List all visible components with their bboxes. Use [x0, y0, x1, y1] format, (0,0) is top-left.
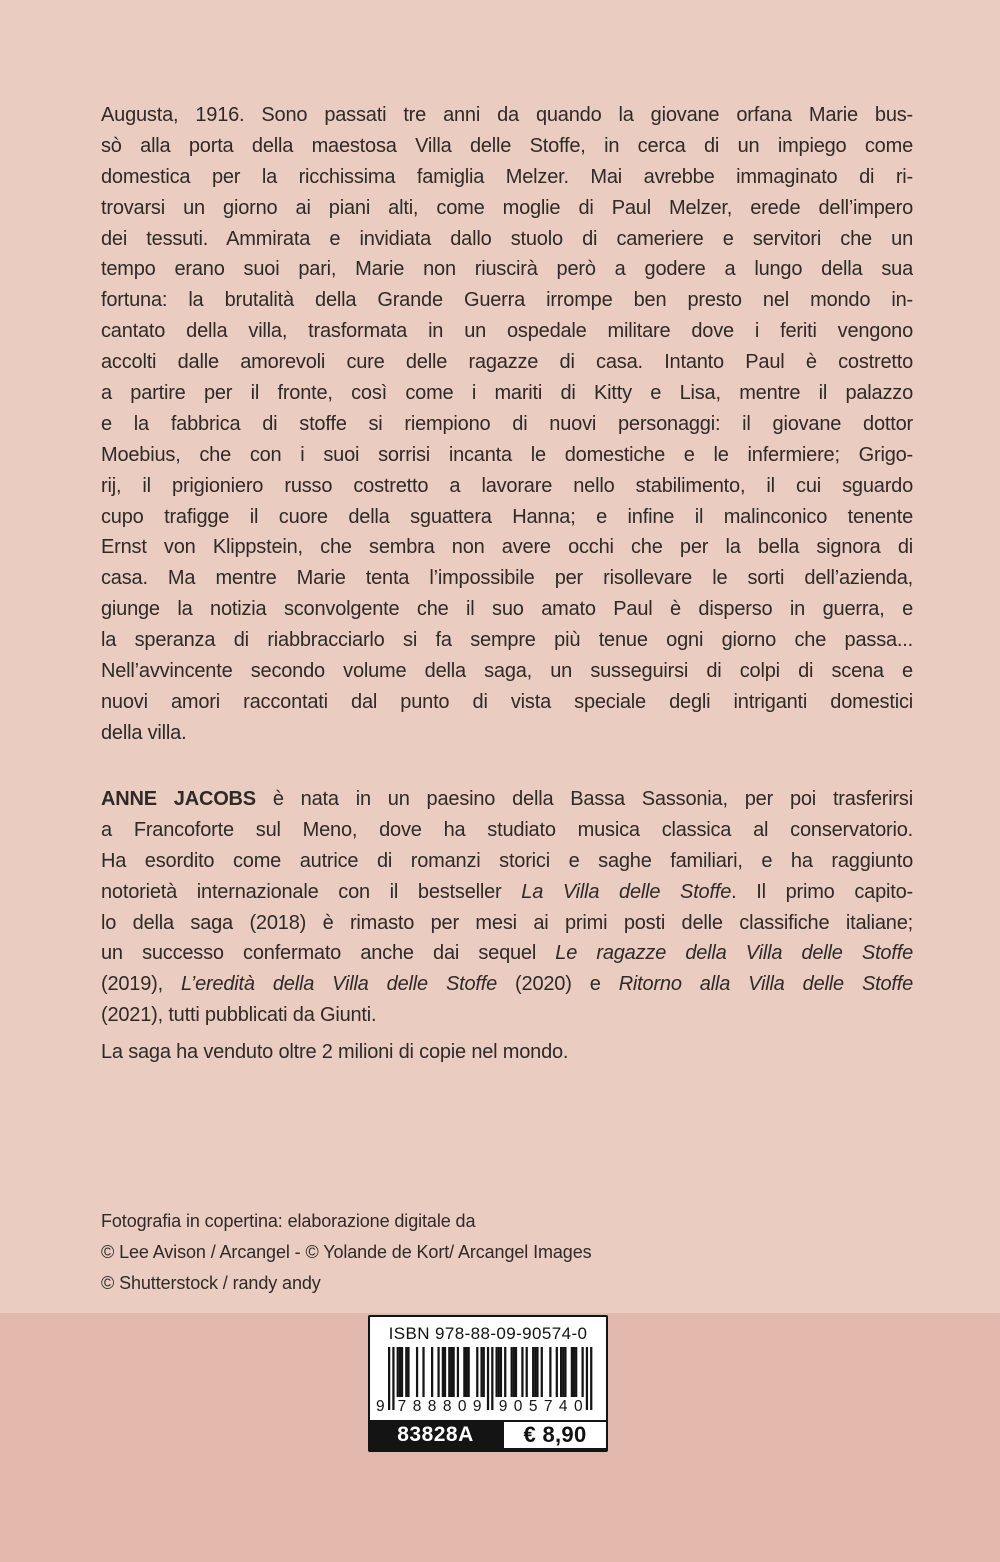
- text-line: [101, 784, 913, 815]
- text-line: © Lee Avison / Arcangel - © Yolande de Kort/ Arcangel Images: [101, 1242, 592, 1262]
- text-line: cantato della villa, trasformata in un ospedale militare dove i feriti vengono: [101, 320, 913, 343]
- text-segment: lo della saga (2018) è rimasto per mesi ai primi posti delle classifiche italiane;: [101, 911, 913, 934]
- svg-text:0: 0: [513, 1398, 523, 1415]
- svg-text:9: 9: [498, 1398, 508, 1415]
- text-segment: un successo confermato anche dai sequel: [101, 942, 556, 965]
- svg-text:7: 7: [397, 1398, 407, 1415]
- text-line: © Shutterstock / randy andy: [101, 1273, 321, 1293]
- text-segment: (2020) e: [497, 973, 619, 996]
- svg-text:4: 4: [558, 1398, 568, 1415]
- isbn-label: ISBN 978-88-09-90574-0: [388, 1324, 588, 1343]
- svg-text:9: 9: [472, 1398, 482, 1415]
- price-box: [504, 1422, 606, 1448]
- price-strip: [370, 1420, 606, 1450]
- text-line: fortuna: la brutalità della Grande Guerra irrompe ben presto nel mondo in-: [101, 289, 913, 312]
- text-line: nuovi amori raccontati dal punto di vista speciale degli intriganti domestici: [101, 690, 913, 713]
- product-code: 83828A: [397, 1423, 474, 1446]
- text-segment: notorietà internazionale con il bestseller: [101, 880, 522, 903]
- text-line: Ernst von Klippstein, che sembra non avere occhi che per la bella signora di: [101, 536, 913, 559]
- text-line: [101, 877, 913, 908]
- text-line: dei tessuti. Ammirata e invidiata dallo stuolo di cameriere e servitori che un: [101, 227, 913, 250]
- text-line: [101, 938, 913, 969]
- text-segment: Ritorno alla Villa delle Stoffe: [618, 973, 913, 996]
- text-line: la speranza di riabbracciarlo si fa sempre più tenue ogni giorno che passa...: [101, 629, 913, 652]
- text-line: rij, il prigioniero russo costretto a lavorare nello stabilimento, il cui sguardo: [101, 474, 913, 497]
- text-line: [101, 908, 913, 939]
- text-segment: è nata in un paesino della Bassa Sassonia, per poi trasferirsi: [255, 788, 913, 810]
- svg-text:8: 8: [412, 1398, 422, 1415]
- text-line: tempo erano suoi pari, Marie non riuscirà però a godere a lungo della sua: [101, 258, 913, 281]
- ean-barcode: [374, 1347, 602, 1415]
- synopsis: [101, 100, 913, 749]
- text-line: accolti dalle amorevoli cure delle ragazze di casa. Intanto Paul è costretto: [101, 351, 913, 374]
- text-line: Moebius, che con i suoi sorrisi incanta le domestiche e le infermiere; Grigo-: [101, 443, 913, 466]
- text-line: [101, 969, 913, 1000]
- text-line: [101, 846, 913, 877]
- text-line: cupo trafigge il cuore della sguattera Hanna; e infine il malinconico tenente: [101, 505, 913, 528]
- text-line: Fotografia in copertina: elaborazione digitale da: [101, 1211, 476, 1231]
- text-segment: Le ragazze della Villa delle Stoffe: [555, 942, 913, 965]
- text-segment: Ha esordito come autrice di romanzi storici e saghe familiari, e ha raggiunto: [101, 849, 913, 872]
- text-line: [101, 1000, 913, 1031]
- cover-credits: [101, 1206, 913, 1299]
- text-line: Augusta, 1916. Sono passati tre anni da quando la giovane orfana Marie bus-: [101, 104, 913, 126]
- text-line: giunge la notizia sconvolgente che il suo amato Paul è disperso in guerra, e: [101, 598, 913, 621]
- svg-text:5: 5: [528, 1398, 538, 1415]
- ean-wrap: [370, 1347, 606, 1415]
- text-segment: . Il primo capito-: [731, 880, 913, 903]
- svg-text:8: 8: [427, 1398, 437, 1415]
- sales-note: La saga ha venduto oltre 2 milioni di copie nel mondo.: [101, 1041, 569, 1063]
- text-line: della villa.: [101, 721, 187, 744]
- text-segment: (2019),: [101, 973, 182, 996]
- text-line: [101, 815, 913, 846]
- text-line: Nell’avvincente secondo volume della saga, un susseguirsi di colpi di scena e: [101, 660, 913, 683]
- author-bio: [101, 784, 913, 1031]
- text-line: domestica per la ricchissima famiglia Melzer. Mai avrebbe immaginato di ri-: [101, 165, 913, 188]
- svg-text:7: 7: [543, 1398, 553, 1415]
- price: € 8,90: [523, 1422, 587, 1447]
- svg-text:8: 8: [442, 1398, 452, 1415]
- text-segment: a Francoforte sul Meno, dove ha studiato musica classica al conservatorio.: [101, 818, 913, 841]
- text-segment: L’eredità della Villa delle Stoffe: [181, 973, 498, 996]
- text-line: casa. Ma mentre Marie tenta l’impossibile per risollevare le sorti dell’azienda,: [101, 567, 913, 590]
- text-segment: La Villa delle Stoffe: [521, 880, 732, 903]
- text-line: a partire per il fronte, così come i mariti di Kitty e Lisa, mentre il palazzo: [101, 382, 913, 405]
- text-segment: ANNE JACOBS: [101, 788, 256, 810]
- text-line: sò alla porta della maestosa Villa delle Stoffe, in cerca di un impiego come: [101, 134, 913, 157]
- ean-first-digit: 9: [376, 1398, 385, 1415]
- text-segment: (2021), tutti pubblicati da Giunti.: [101, 1004, 377, 1027]
- svg-text:0: 0: [457, 1398, 467, 1415]
- svg-text:0: 0: [573, 1398, 583, 1415]
- barcode-block: [368, 1315, 608, 1452]
- text-line: trovarsi un giorno ai piani alti, come moglie di Paul Melzer, erede dell’impero: [101, 196, 913, 219]
- text-line: e la fabbrica di stoffe si riempiono di nuovi personaggi: il giovane dottor: [101, 412, 913, 435]
